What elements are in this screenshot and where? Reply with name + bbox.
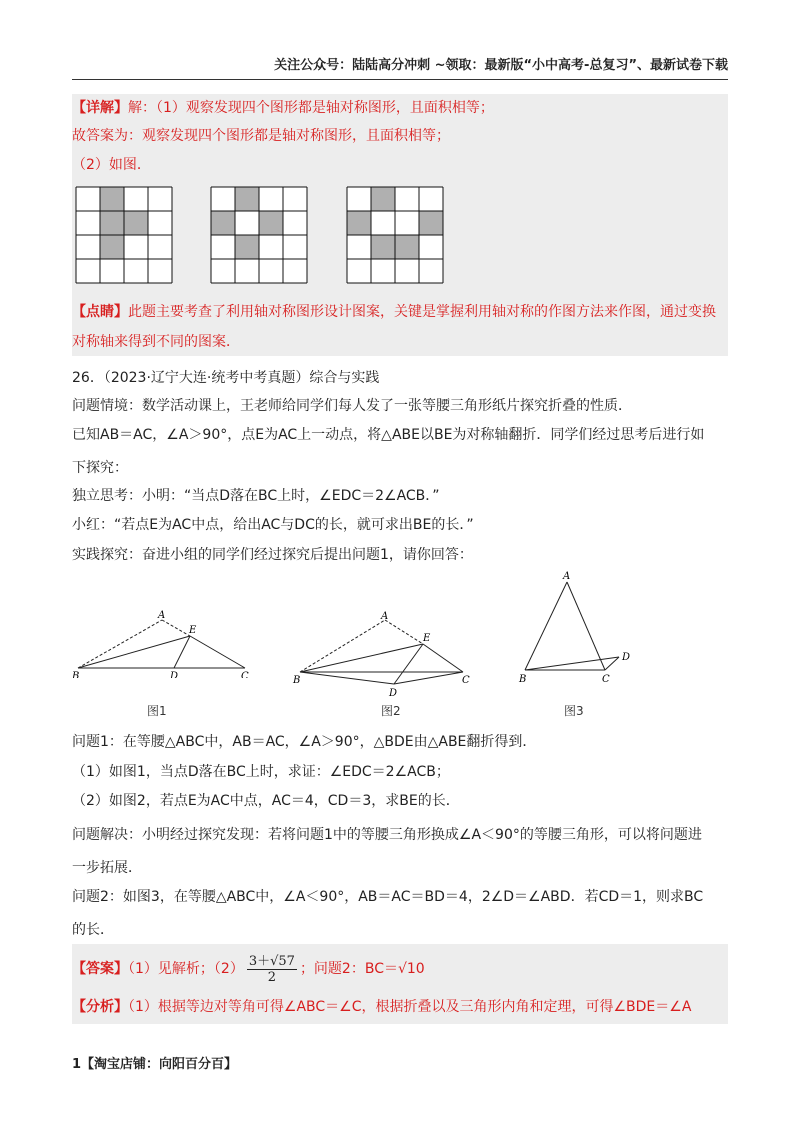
solve-line-2: 一步拓展． — [72, 860, 142, 876]
fig2-label-c: C — [462, 675, 470, 686]
fig2-caption: 图2 — [381, 704, 401, 718]
problem1-part-2: （2）如图2，若点E为AC中点，AC＝4，CD＝3，求BE的长． — [72, 793, 460, 809]
figure-2 — [290, 610, 480, 700]
grid-shaded-cell — [100, 187, 124, 211]
fig1-label-d: D — [170, 671, 179, 678]
page-header: 关注公众号：陆陆高分冲刺 ~领取：最新版“小中高考-总复习”、最新试卷下载 — [72, 54, 728, 80]
fig3-label-b: B — [519, 674, 527, 685]
problem2-line-2: 的长． — [72, 922, 114, 938]
q26-given: 已知AB＝AC，∠A＞90°，点E为AC上一动点，将△ABE以BE为对称轴翻折．同学们经过思考后进行如 — [72, 427, 705, 443]
answer-line — [72, 952, 728, 986]
q26-title: 26．（2023·辽宁大连·统考中考真题）综合与实践 — [72, 370, 380, 386]
analysis-line — [72, 996, 728, 1018]
figure-3 — [515, 568, 645, 688]
figure-1 — [70, 608, 270, 678]
grid-shaded-cell — [371, 187, 395, 211]
q26-think-1: 独立思考：小明：“当点D落在BC上时，∠EDC＝2∠ACB．” — [72, 488, 440, 504]
grid-shaded-cell — [395, 235, 419, 259]
fig2-label-a: A — [381, 611, 389, 622]
detail-text-1: 解：（1）观察发现四个图形都是轴对称图形，且面积相等； — [128, 100, 494, 116]
grid-shaded-cell — [419, 211, 443, 235]
problem2-line-1: 问题2：如图3，在等腰△ABC中，∠A＜90°，AB＝AC＝BD＝4，2∠D＝∠ABD．若CD＝1，则求BC — [72, 889, 704, 905]
grid-shaded-cell — [235, 187, 259, 211]
detail-line-1 — [72, 97, 728, 119]
grid-shaded-cell — [347, 211, 371, 235]
grid-figure-2 — [210, 186, 308, 284]
fig3-label-a: A — [563, 571, 571, 582]
answer-part-2: ；问题2：BC＝√10 — [299, 961, 425, 977]
detail-tag: 【详解】 — [72, 100, 128, 116]
answer-part-1: （1）见解析；（2） — [128, 961, 244, 977]
comment-text-1: 此题主要考查了利用轴对称图形设计图案，关键是掌握利用轴对称的作图方法来作图，通过变换 — [128, 304, 716, 320]
fig3-caption: 图3 — [564, 704, 584, 718]
comment-line-2: 对称轴来得到不同的图案． — [72, 334, 240, 350]
fig3-label-c: C — [602, 674, 610, 685]
answer-fraction — [247, 954, 297, 985]
fig1-caption: 图1 — [147, 704, 167, 718]
q26-think-2: 小红：“若点E为AC中点，给出AC与DC的长，就可求出BE的长．” — [72, 517, 474, 533]
grid-shaded-cell — [211, 211, 235, 235]
fig1-label-a: A — [158, 610, 166, 621]
grid-shaded-cell — [259, 211, 283, 235]
fig3-label-d: D — [622, 652, 631, 663]
fig1-label-e: E — [189, 625, 197, 636]
detail-line-3: （2）如图． — [72, 157, 151, 173]
grid-shaded-cell — [100, 211, 124, 235]
comment-line-1 — [72, 301, 728, 323]
fig2-label-d: D — [389, 688, 398, 699]
q26-practice: 实践探究：奋进小组的同学们经过探究后提出问题1，请你回答： — [72, 547, 473, 563]
grid-shaded-cell — [371, 235, 395, 259]
fig2-label-e: E — [423, 633, 431, 644]
fig2-label-b: B — [293, 675, 301, 686]
grid-figure-1 — [75, 186, 173, 284]
problem1-part-1: （1）如图1，当点D落在BC上时，求证：∠EDC＝2∠ACB； — [72, 764, 450, 780]
fig1-label-b: B — [72, 671, 80, 678]
answer-frac-num: 3＋√57 — [248, 953, 295, 969]
answer-tag: 【答案】 — [72, 961, 128, 977]
detail-line-2: 故答案为：观察发现四个图形都是轴对称图形，且面积相等； — [72, 128, 450, 144]
analysis-tag: 【分析】 — [72, 999, 128, 1015]
q26-intro: 问题情境：数学活动课上，王老师给同学们每人发了一张等腰三角形纸片探究折叠的性质． — [72, 398, 632, 414]
grid-shaded-cell — [235, 235, 259, 259]
answer-frac-den: 2 — [267, 969, 277, 985]
fig1-label-c: C — [241, 671, 249, 678]
analysis-text: （1）根据等边对等角可得∠ABC＝∠C，根据折叠以及三角形内角和定理，可得∠BDE＝∠A — [128, 999, 692, 1015]
problem1-line: 问题1：在等腰△ABC中，AB＝AC，∠A＞90°，△BDE由△ABE翻折得到． — [72, 734, 537, 750]
grid-figure-3 — [346, 186, 444, 284]
solve-line-1: 问题解决：小明经过探究发现：若将问题1中的等腰三角形换成∠A＜90°的等腰三角形，可以将问题进 — [72, 827, 702, 843]
grid-shaded-cell — [124, 211, 148, 235]
grid-shaded-cell — [100, 235, 124, 259]
q26-given-2: 下探究： — [72, 460, 128, 476]
comment-tag: 【点睛】 — [72, 304, 128, 320]
page-footer: 1【淘宝店铺：向阳百分百】 — [72, 1057, 238, 1072]
